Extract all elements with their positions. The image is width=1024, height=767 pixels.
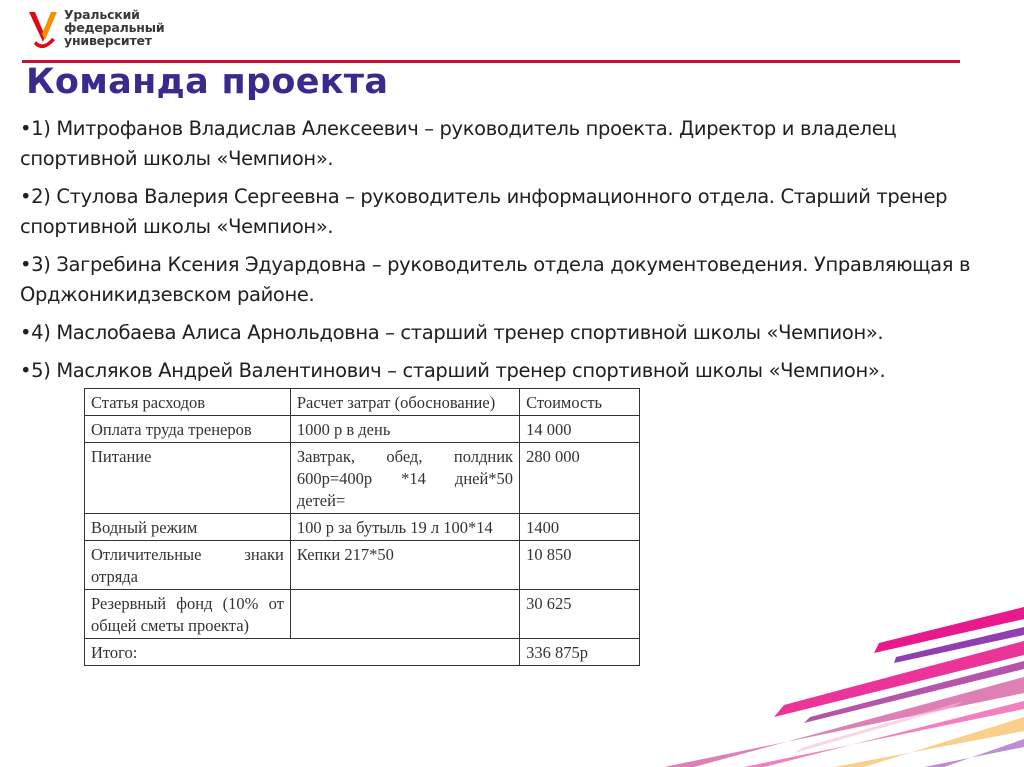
expense-item: Оплата труда тренеров [85, 416, 291, 443]
team-list [20, 114, 1005, 394]
expense-item: Резервный фонд (10% от общей сметы проекта) [85, 590, 291, 639]
expense-calc: 100 р за бутыль 19 л 100*14 [290, 514, 519, 541]
header-cell: Расчет затрат (обоснование) [290, 389, 519, 416]
team-member: •3) Загребина Ксения Эдуардовна – руководитель отдела документоведения. Управляющая в Орджоникидзевском районе. [20, 253, 971, 306]
expense-item: Питание [85, 443, 291, 514]
expense-calc: 1000 р в день [290, 416, 519, 443]
table-row [85, 541, 640, 590]
logo-line: Уральский [64, 7, 140, 22]
logo-line: университет [64, 33, 152, 48]
table-total-row [85, 639, 640, 666]
total-label: Итого: [85, 639, 520, 666]
expense-cost: 10 850 [520, 541, 640, 590]
expense-item: Отличительные знаки отряда [85, 541, 291, 590]
team-member: •5) Масляков Андрей Валентинович – старший тренер спортивной школы «Чемпион». [20, 359, 886, 382]
expense-cost: 280 000 [520, 443, 640, 514]
budget-table [84, 388, 640, 666]
expense-calc [290, 590, 519, 639]
decorative-stripes [624, 597, 1024, 767]
table-row [85, 514, 640, 541]
team-member: •2) Стулова Валерия Сергеевна – руководитель информационного отдела. Старший тренер спортивной школы «Чемпион». [20, 185, 948, 238]
total-value: 336 875р [520, 639, 640, 666]
team-member: •4) Маслобаева Алиса Арнольдовна – старший тренер спортивной школы «Чемпион». [20, 321, 884, 344]
team-member: •1) Митрофанов Владислав Алексеевич – руководитель проекта. Директор и владелец спортивной школы «Чемпион». [20, 117, 897, 170]
expense-calc: Завтрак, обед, полдник 600р=400р *14 дней*50 детей= [290, 443, 519, 514]
logo-line: федеральный [64, 20, 165, 35]
logo-wordmark [64, 8, 214, 47]
table-row [85, 443, 640, 514]
table-row [85, 590, 640, 639]
urfu-emblem-icon [28, 10, 58, 52]
expense-cost: 30 625 [520, 590, 640, 639]
slide-title: Команда проекта [26, 62, 389, 102]
header-cell: Стоимость [520, 389, 640, 416]
expense-cost: 14 000 [520, 416, 640, 443]
header-cell: Статья расходов [85, 389, 291, 416]
expense-item: Водный режим [85, 514, 291, 541]
table-row [85, 416, 640, 443]
expense-calc: Кепки 217*50 [290, 541, 519, 590]
table-header-row [85, 389, 640, 416]
expense-cost: 1400 [520, 514, 640, 541]
